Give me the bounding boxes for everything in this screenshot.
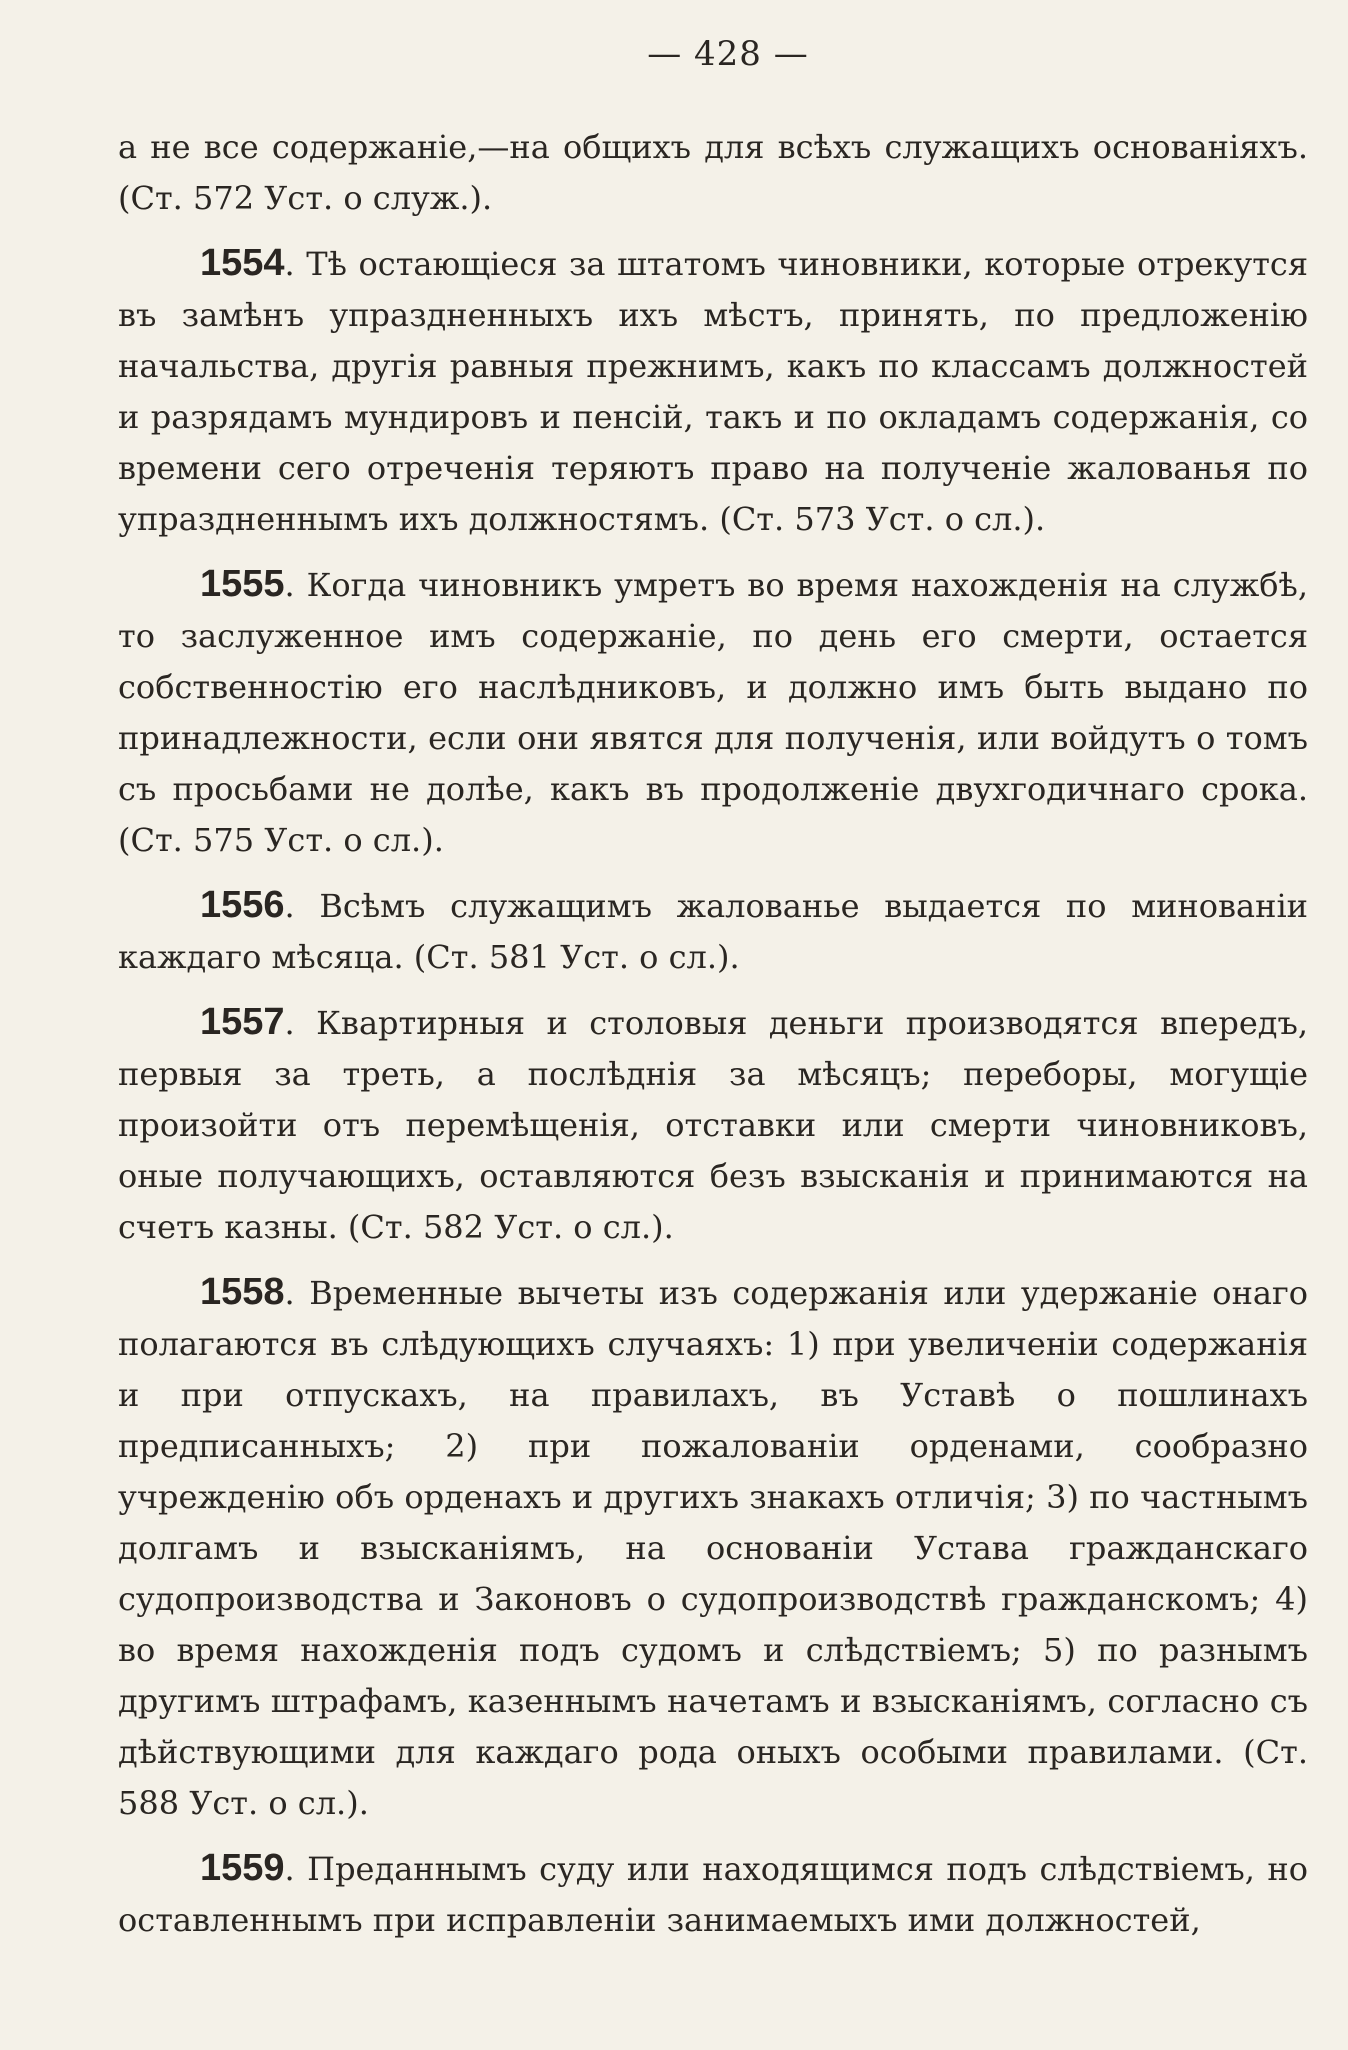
article-1555 <box>118 559 1308 866</box>
page-number: — 428 — <box>647 34 809 74</box>
article-text: . Временные вычеты изъ содержанія или удержаніе онаго полагаются въ слѣдующихъ случаяхъ: 1) при увеличеніи содержанія и при отпускахъ, на правилахъ, въ Уставѣ о пошлинахъ предписанныхъ; 2) при пожалованіи орденами, сообразно учрежденію объ орденахъ и другихъ знакахъ отличія; 3) по частнымъ долгамъ и взысканіямъ, на основаніи Устава гражданскаго судопроизводства и Законовъ о судопроизводствѣ гражданскомъ; 4) во время нахожденія подъ судомъ и слѣдствіемъ; 5) по разнымъ другимъ штрафамъ, казеннымъ начетамъ и взысканіямъ, согласно съ дѣйствующими для каждаго рода оныхъ особыми правилами. (Ст. 588 Уст. о сл.). <box>118 1274 1308 1822</box>
article-text: . Преданнымъ суду или находящимся подъ слѣдствіемъ, но оставленнымъ при исправленіи занимаемыхъ ими должностей, <box>118 1850 1308 1939</box>
article-number: 1559 <box>200 1847 285 1889</box>
continuation-paragraph: а не все содержаніе,—на общихъ для всѣхъ служащихъ основаніяхъ. (Ст. 572 Уст. о служ.). <box>118 128 1308 217</box>
article-number: 1554 <box>200 242 285 284</box>
article-number: 1555 <box>200 563 285 605</box>
article-number: 1557 <box>200 1001 285 1043</box>
article-number: 1558 <box>200 1271 285 1313</box>
article-1559 <box>118 1843 1308 1946</box>
article-1554 <box>118 238 1308 545</box>
article-text: . Когда чиновникъ умретъ во время нахожденія на службѣ, то заслуженное имъ содержаніе, по день его смерти, остается собственностію его наслѣдниковъ, и должно имъ быть выдано по принадлежности, если они явятся для полученія, или войдутъ о томъ съ просьбами не долѣе, какъ въ продолженіе двухгодичнаго срока. (Ст. 575 Уст. о сл.). <box>118 566 1308 859</box>
article-text: . Квартирныя и столовыя деньги производятся впередъ, первыя за треть, а послѣднія за мѣсяцъ; переборы, могущіе произойти отъ перемѣщенія, отставки или смерти чиновниковъ, оные получающихъ, оставляются безъ взысканія и принимаются на счетъ казны. (Ст. 582 Уст. о сл.). <box>118 1004 1308 1246</box>
article-1557 <box>118 997 1308 1253</box>
article-text: . Всѣмъ служащимъ жалованье выдается по миновaніи каждаго мѣсяца. (Ст. 581 Уст. о сл.). <box>118 887 1308 976</box>
article-number: 1556 <box>200 884 285 926</box>
article-1558 <box>118 1267 1308 1829</box>
article-1556 <box>118 880 1308 983</box>
article-text: . Тѣ остающіеся за штатомъ чиновники, которые отрекутся въ замѣнъ упраздненныхъ ихъ мѣстъ, принять, по предложенію начальства, другія равныя прежнимъ, какъ по классамъ должностей и разрядамъ мундировъ и пенсій, такъ и по окладамъ содержанія, со времени сего отреченія теряютъ право на полученіе жалованья по упраздненнымъ ихъ должностямъ. (Ст. 573 Уст. о сл.). <box>118 245 1308 538</box>
